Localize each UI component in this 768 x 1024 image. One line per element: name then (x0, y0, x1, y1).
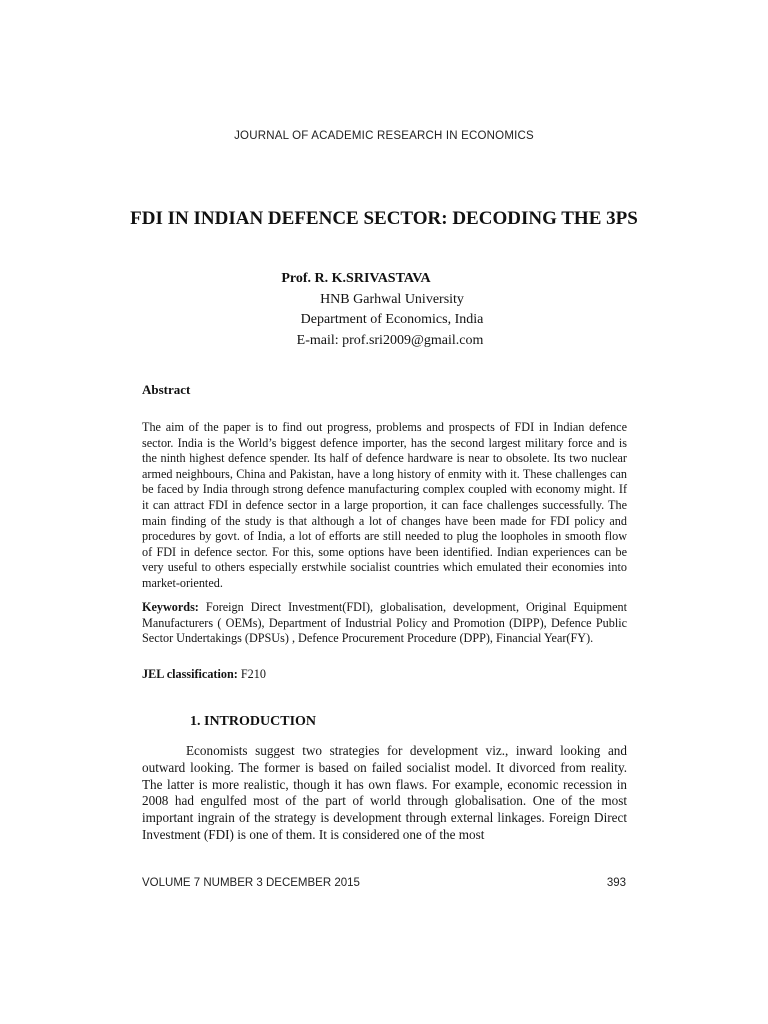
footer-page-number: 393 (606, 877, 626, 889)
jel-classification (142, 667, 627, 683)
keywords-paragraph (142, 600, 627, 647)
abstract-heading: Abstract (142, 382, 191, 397)
introduction-text: Economists suggest two strategies for development viz., inward looking and outward looking. The former is based on failed socialist model. It divorced from reality. The latter is more realistic, though it has own flaws. For example, economic recession in 2008 had engulfed most of the part of world through globalisation. One of the most important ingrain of the strategy is development through external linkages. Foreign Direct Investment (FDI) is one of them. It is considered one of the most (142, 743, 627, 842)
abstract-text: The aim of the paper is to find out progress, problems and prospects of FDI in Indian defence sector. India is the World’s biggest defence importer, has the second largest military force and is the ninth highest defence spender. Its half of defence hardware is near to obsolete. Its two nuclear armed neighbours, China and Pakistan, have a long history of enmity with it. These challenges can be faced by India through strong defence manufacturing complex coupled with economy might. If it can attract FDI in defence sector in a large proportion, it can face challenges successfully. The main finding of the study is that although a lot of changes have been made for FDI policy and procedures by govt. of India, a lot of efforts are still needed to plug the loopholes in smooth flow of FDI in defence sector. For this, some options have been identified. Indian experiences can be very useful to others especially erstwhile socialist countries which emulated their economies into market-oriented. (142, 420, 627, 590)
footer-issue: VOLUME 7 NUMBER 3 DECEMBER 2015 (142, 877, 360, 889)
jel-value: F210 (237, 667, 266, 681)
introduction-heading: 1. INTRODUCTION (190, 714, 317, 729)
keywords-label: Keywords: (142, 600, 199, 614)
affiliation-university: HNB Garhwal University (320, 291, 464, 307)
keywords-text: Foreign Direct Investment(FDI), globalisation, development, Original Equipment Manufacturers ( OEMs), Department of Industrial Policy and Promotion (DIPP), Defence Public Sector Undertakings (DPSUs) , Defence Procurement Procedure (DPP), Financial Year(FY). (142, 600, 627, 646)
author-name: Prof. R. K.SRIVASTAVA (281, 271, 431, 286)
introduction-paragraph (142, 743, 627, 844)
author-block (0, 269, 768, 351)
affiliation-department: Department of Economics, India (300, 312, 484, 327)
paper-title: FDI IN INDIAN DEFENCE SECTOR: DECODING THE 3PS (130, 208, 638, 229)
author-email: E-mail: prof.sri2009@gmail.com (296, 332, 484, 348)
journal-header: JOURNAL OF ACADEMIC RESEARCH IN ECONOMICS (234, 130, 534, 142)
jel-label: JEL classification: (142, 667, 238, 681)
